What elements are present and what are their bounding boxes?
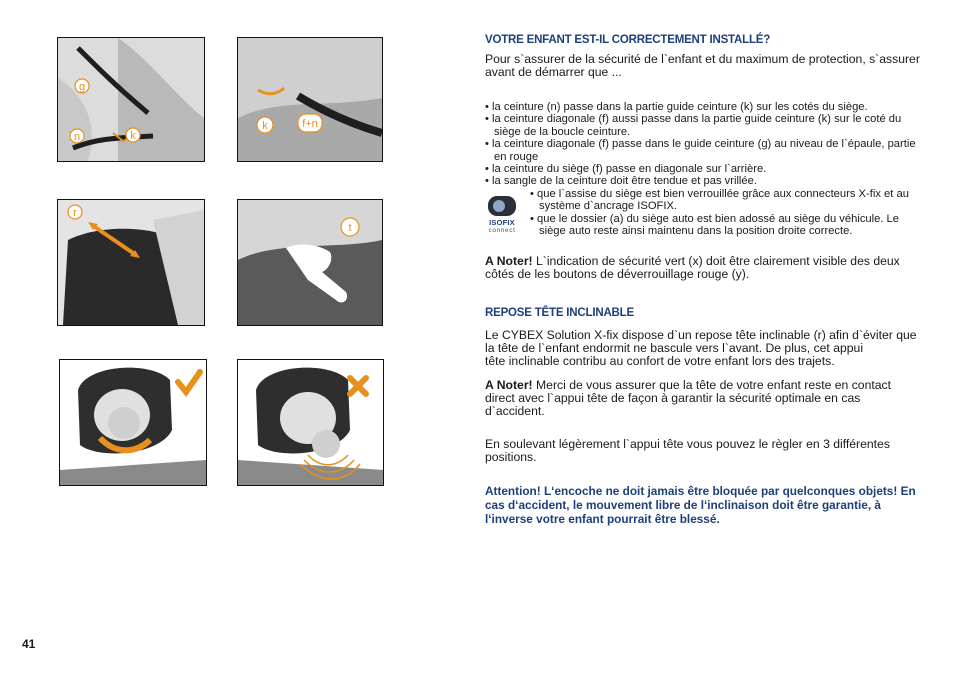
isofix-icon [488, 196, 516, 216]
svg-text:f+n: f+n [302, 118, 318, 130]
headrest-note: A Noter! Merci de vous assurer que la tête de votre enfant reste en contact direct avec l`appui tête de façon à garantir la sécurité optimale en cas d`accident. [485, 378, 892, 419]
svg-text:t: t [348, 222, 352, 234]
list-item: • la ceinture du siège (f) passe en diagonale sur l`arrière. [485, 163, 920, 175]
figure-belt-guides-front [237, 37, 383, 162]
label-r [68, 205, 82, 219]
list-item: • que l`assise du siège est bien verrouillée grâce aux connecteurs X-fix et au système d`ancrage ISOFIX. [530, 188, 920, 213]
label-t [341, 218, 359, 236]
figure-incorrect-head-position [237, 359, 384, 486]
list-item: • la sangle de la ceinture doit être tendue et pas vrillée. [485, 175, 920, 187]
figure-headrest-lift [237, 199, 383, 326]
label-k [126, 128, 140, 142]
figure-correct-head-position [59, 359, 207, 486]
list-item: • la ceinture diagonale (f) aussi passe dans la partie guide ceinture (k) sur le coté du siège de la boucle ceinture. [485, 113, 920, 138]
svg-text:k: k [130, 130, 136, 142]
section-heading-headrest: REPOSE TÊTE INCLINABLE [485, 307, 634, 320]
list-item: • que le dossier (a) du siège auto est bien adossé au siège du véhicule. Le siège auto reste ainsi maintenu dans la position droite correcte. [530, 213, 920, 238]
page-number: 41 [22, 637, 36, 651]
svg-text:r: r [73, 207, 77, 219]
figure-belt-guides-side [57, 37, 205, 162]
section-heading-installation: VOTRE ENFANT EST-IL CORRECTEMENT INSTALLÉ? [485, 34, 771, 46]
text-column [485, 34, 920, 526]
svg-text:k: k [262, 120, 268, 132]
headrest-adjust-info: En soulevant légèrement l`appui tête vous pouvez le règler en 3 différentes positions. [485, 437, 890, 465]
headrest-description: Le CYBEX Solution X-fix dispose d`un repose tête inclinable (r) afin d`éviter que la tête de l`enfant endormit ne bascule vers l`avant. De plus, cet appui [485, 328, 917, 356]
list-item: • la ceinture (n) passe dans la partie guide ceinture (k) sur les cotés du siège. [485, 101, 920, 113]
label-n [70, 129, 84, 143]
svg-text:n: n [73, 131, 81, 143]
label-f-n [298, 114, 322, 132]
figure-headrest-adjust [57, 199, 205, 326]
attention-warning: Attention! L‘encoche ne doit jamais être bloquée par quelconques objets! En cas d‘accident, le mouvement libre de l‘inclinaison doit être garantie, à l‘inverse votre enfant pourrait être blessé. [485, 484, 916, 527]
installation-note: A Noter! L`indication de sécurité vert (x) doit être clairement visible des deux côtés de les boutons de déverrouillage rouge (y). [485, 254, 900, 282]
svg-text:g: g [78, 81, 86, 93]
headrest-description-cont: tête inclinable contribu au confort de votre enfant lors des trajets. [485, 354, 835, 369]
list-item: • la ceinture diagonale (f) passe dans le guide ceinture (g) au niveau de l`épaule, partie en rouge [485, 138, 920, 163]
label-g [75, 79, 89, 93]
isofix-checklist [485, 188, 920, 238]
label-k [257, 117, 273, 133]
isofix-connect-logo: ISOFIX connect [485, 196, 519, 234]
installation-intro: Pour s`assurer de la sécurité de l`enfant et du maximum de protection, s`assurer avant de démarrer que ... [485, 52, 920, 79]
installation-checklist [485, 101, 920, 188]
